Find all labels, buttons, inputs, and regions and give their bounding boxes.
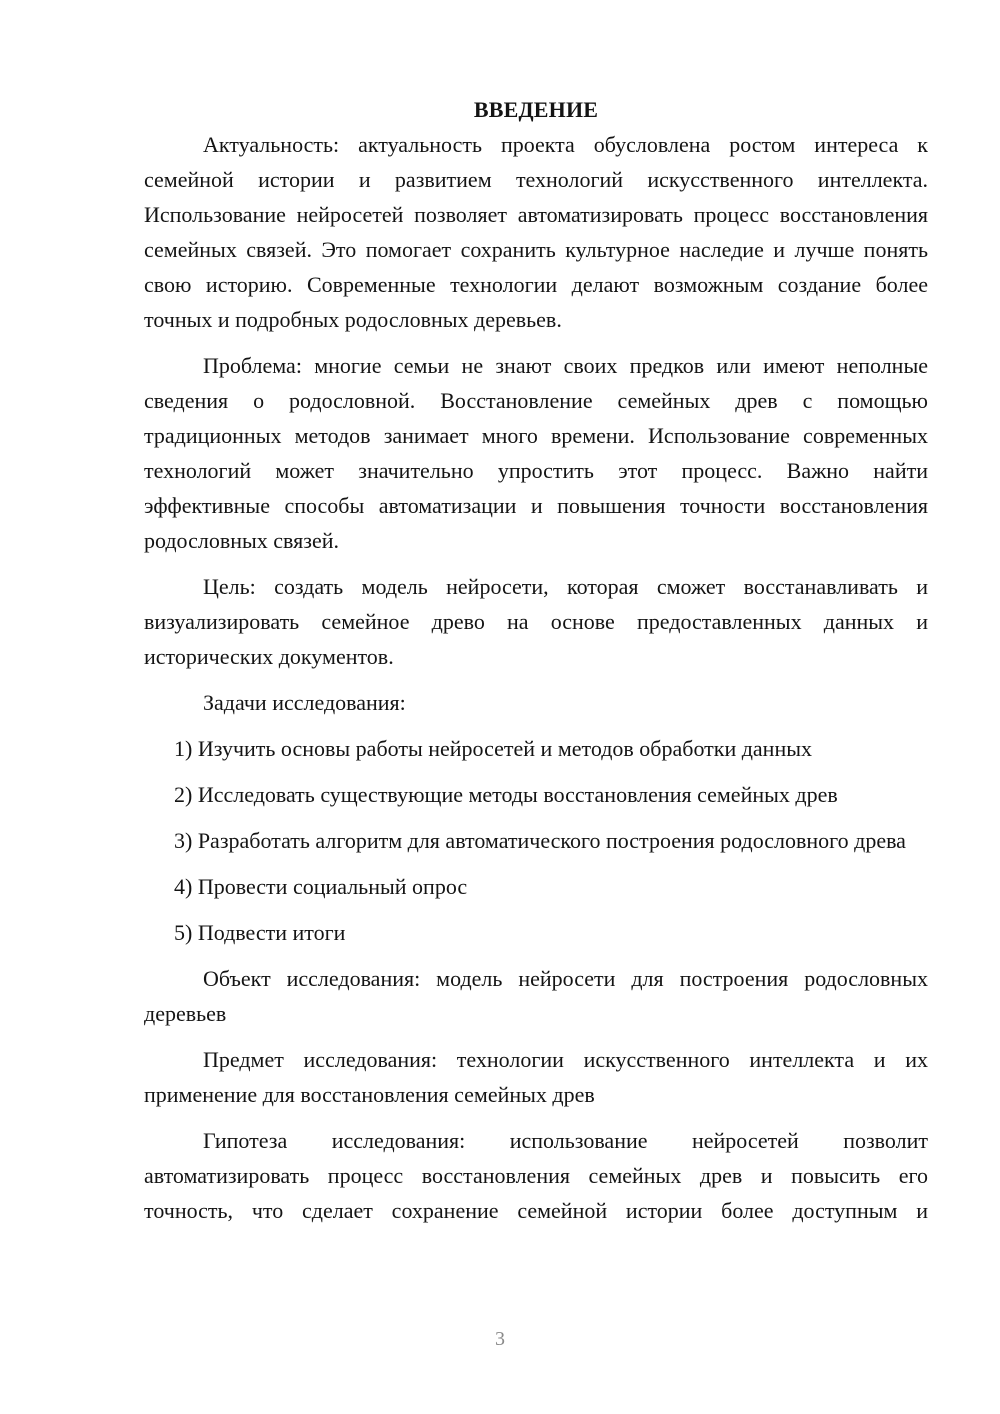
task-item-2: 2) Исследовать существующие методы восстановления семейных древ xyxy=(174,782,838,807)
tasks-heading: Задачи исследования: xyxy=(203,690,406,715)
paragraph-problem: Проблема: многие семьи не знают своих предков или имеют неполные сведения о родословной. Восстановление семейных древ с помощью традиционных методов занимает много времени. Использование современных технологий может значительно упростить этот процесс. Важно найти эффективные способы автоматизации и повышения точности восстановления родословных связей. xyxy=(144,353,928,553)
task-item-1: 1) Изучить основы работы нейросетей и методов обработки данных xyxy=(174,736,813,761)
page-title: ВВЕДЕНИЕ xyxy=(473,97,599,122)
document-page xyxy=(144,92,928,1239)
page-number: 3 xyxy=(495,1328,505,1350)
task-item-5: 5) Подвести итоги xyxy=(174,920,346,945)
paragraph-relevance: Актуальность: актуальность проекта обусловлена ростом интереса к семейной истории и развитием технологий искусственного интеллекта. Использование нейросетей позволяет автоматизировать процесс восстановления семейных связей. Это помогает сохранить культурное наследие и лучше понять свою историю. Современные технологии делают возможным создание более точных и подробных родословных деревьев. xyxy=(144,132,928,332)
task-item-4: 4) Провести социальный опрос xyxy=(174,874,468,899)
paragraph-object: Объект исследования: модель нейросети для построения родословных деревьев xyxy=(144,966,928,1026)
paragraph-goal: Цель: создать модель нейросети, которая сможет восстанавливать и визуализировать семейное древо на основе предоставленных данных и исторических документов. xyxy=(144,574,928,669)
paragraph-subject: Предмет исследования: технологии искусственного интеллекта и их применение для восстановления семейных древ xyxy=(144,1047,928,1107)
task-item-3: 3) Разработать алгоритм для автоматического построения родословного древа xyxy=(174,828,906,853)
paragraph-hypothesis: Гипотеза исследования: использование нейросетей позволит автоматизировать процесс восстановления семейных древ и повысить его точность, что сделает сохранение семейной истории более доступным и xyxy=(144,1128,928,1223)
